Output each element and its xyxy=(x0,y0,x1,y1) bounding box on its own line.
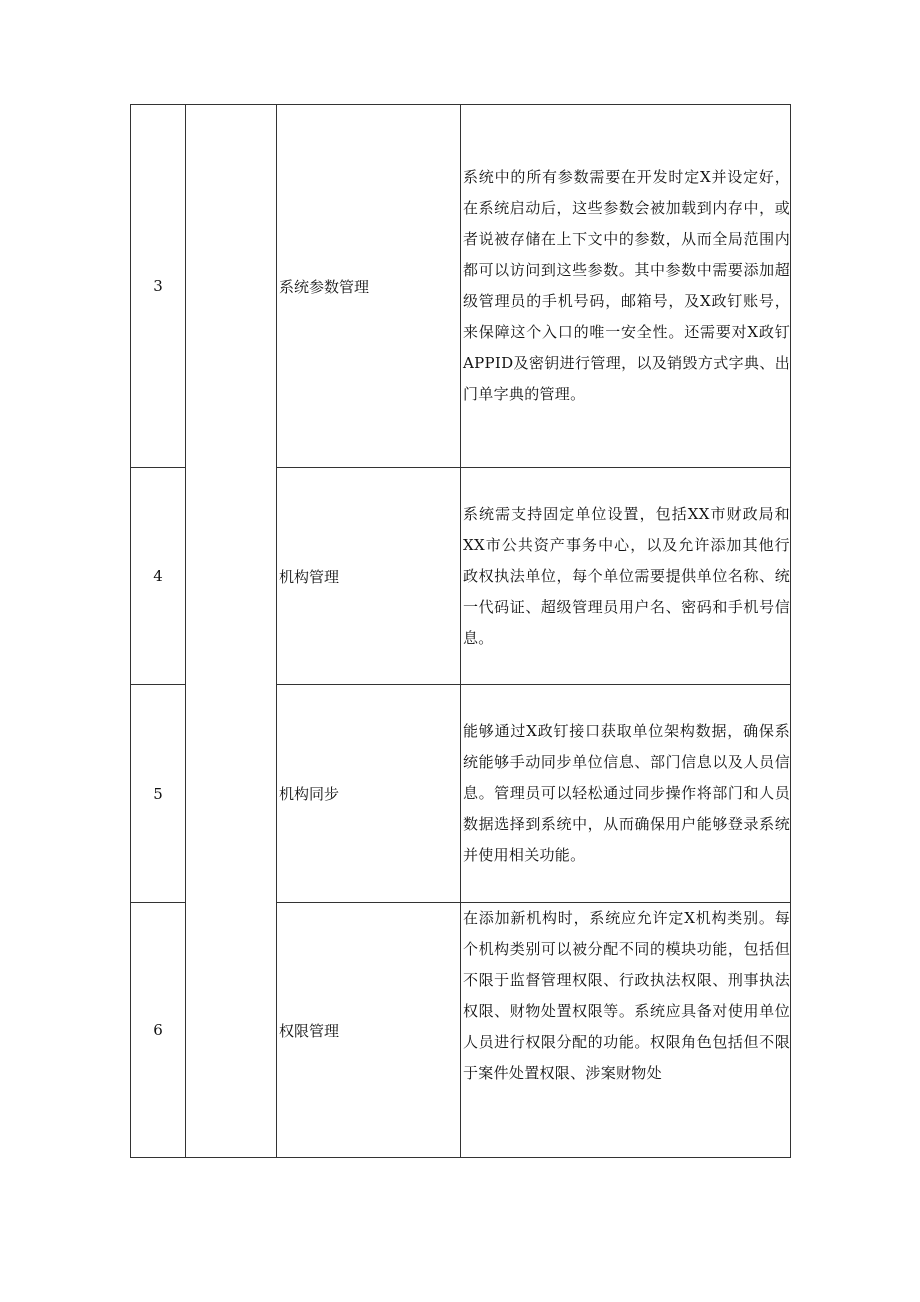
table-row xyxy=(131,105,791,468)
row-number: 5 xyxy=(131,685,186,903)
function-description-text: 系统中的所有参数需要在开发时定X并设定好，在系统启动后，这些参数会被加载到内存中，或者说被存储在上下文中的参数，从而全局范围内都可以访问到这些参数。其中参数中需要添加超级管理员的手机号码，邮箱号，及X政钉账号，来保障这个入口的唯一安全性。还需要对X政钉APPID及密钥进行管理，以及销毁方式字典、出门单字典的管理。 xyxy=(463,168,790,403)
function-description-text: 在添加新机构时，系统应允许定X机构类别。每个机构类别可以被分配不同的模块功能，包括但不限于监督管理权限、行政执法权限、刑事执法权限、财物处置权限等。系统应具备对使用单位人员进行权限分配的功能。权限角色包括但不限于案件处置权限、涉案财物处 xyxy=(463,909,790,1082)
function-description xyxy=(461,903,791,1158)
function-name: 系统参数管理 xyxy=(277,105,461,468)
module-cell xyxy=(186,105,277,1158)
row-number: 4 xyxy=(131,468,186,685)
function-description-text: 能够通过X政钉接口获取单位架构数据，确保系统能够手动同步单位信息、部门信息以及人员信息。管理员可以轻松通过同步操作将部门和人员数据选择到系统中，从而确保用户能够登录系统并使用相关功能。 xyxy=(463,722,790,864)
function-name: 机构管理 xyxy=(277,468,461,685)
row-number: 6 xyxy=(131,903,186,1158)
function-description-text: 系统需支持固定单位设置，包括XX市财政局和XX市公共资产事务中心，以及允许添加其他行政权执法单位，每个单位需要提供单位名称、统一代码证、超级管理员用户名、密码和手机号信息。 xyxy=(463,504,790,647)
requirements-table xyxy=(130,104,791,1158)
function-description xyxy=(461,468,791,685)
function-name: 权限管理 xyxy=(277,903,461,1158)
function-description xyxy=(461,685,791,903)
function-name: 机构同步 xyxy=(277,685,461,903)
function-description xyxy=(461,105,791,468)
row-number: 3 xyxy=(131,105,186,468)
